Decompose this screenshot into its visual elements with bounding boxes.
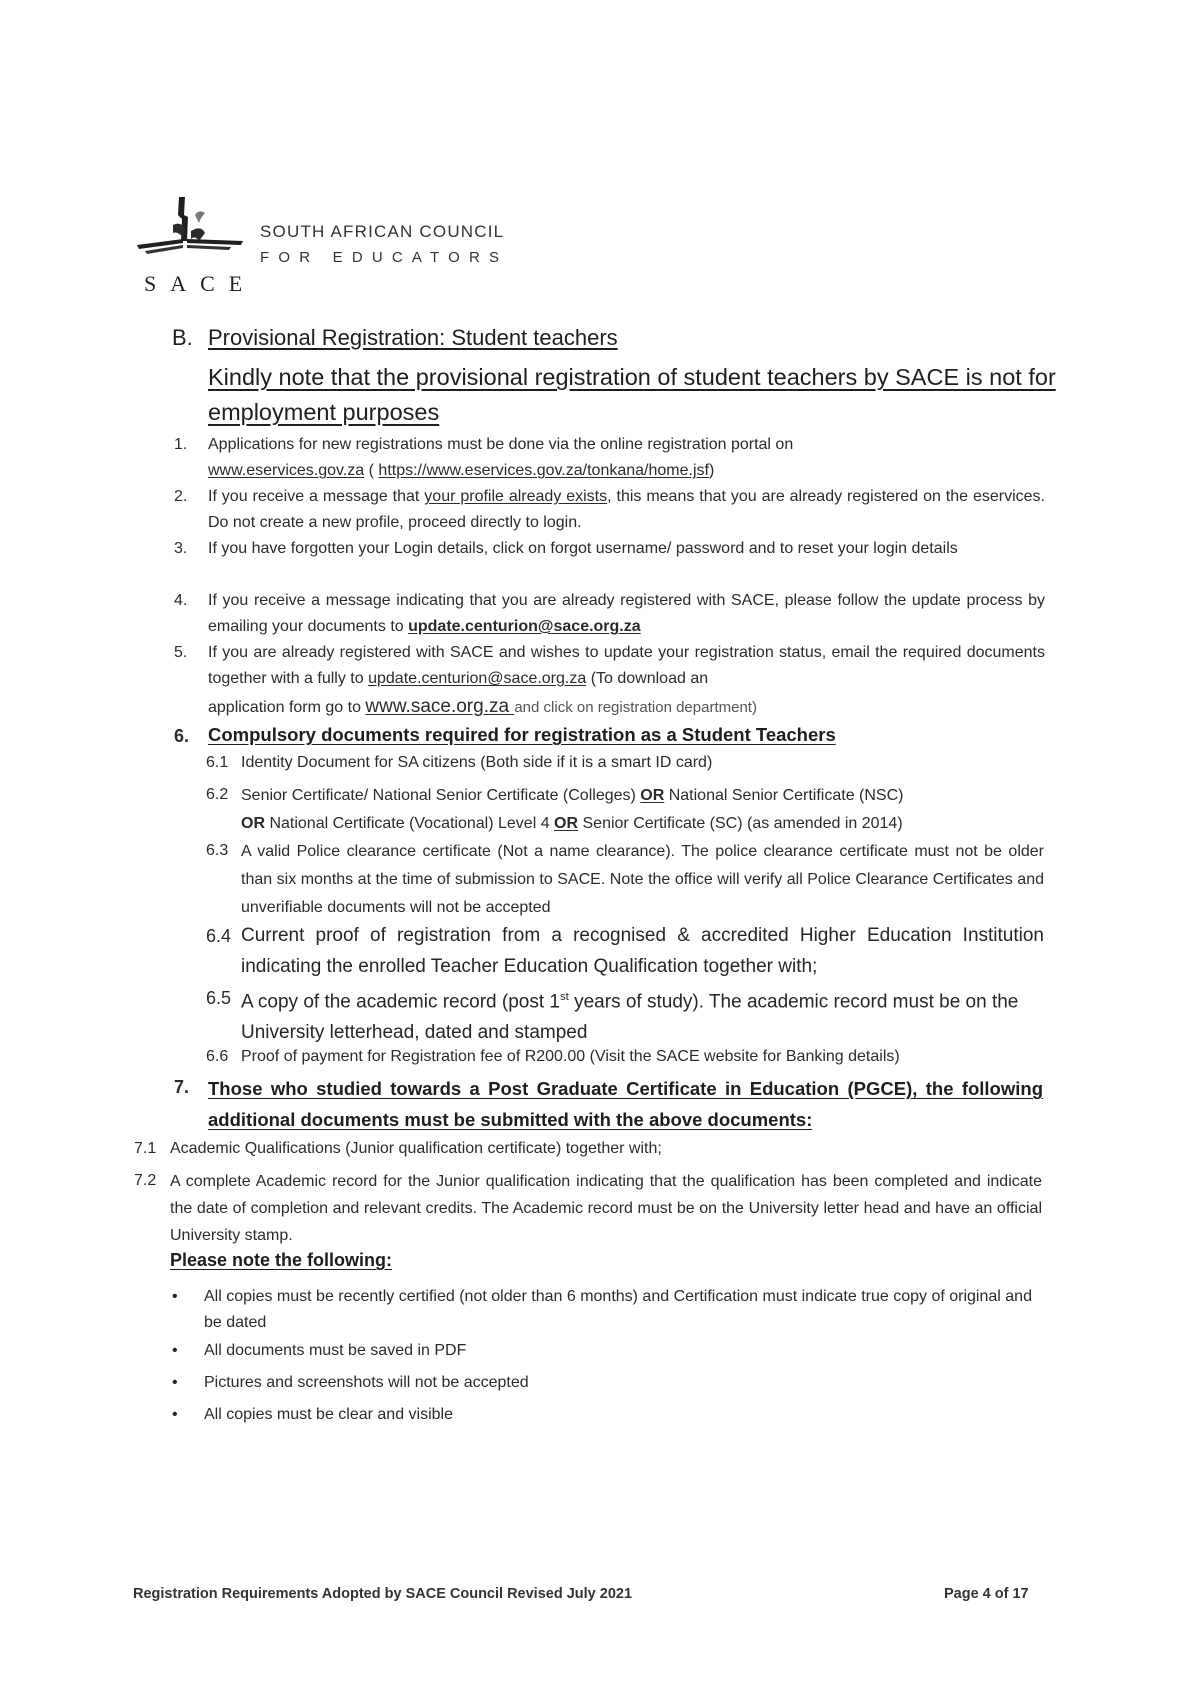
update-email-link-2[interactable]: update.centurion@sace.org.za [368,670,587,687]
item-4 [208,588,1045,640]
item-6-5-text-post: years of study). The academic record must be on the University letterhead, dated and stamped [241,991,1019,1044]
item-4-number: 4. [174,592,188,609]
item-6-3-text: A valid Police clearance certificate (Not a name clearance). The police clearance certificate must not be older than six months at the time of submission to SACE. Note the office will verify all Police Clearance Certificates and unverifiable documents will not be accepted [241,843,1044,916]
item-1 [208,432,1048,484]
item-6-2 [241,782,1046,838]
sace-logo-graphic [135,195,245,270]
org-name-line-2: FOR EDUCATORS [260,249,509,266]
item-7-1-number: 7.1 [134,1140,157,1157]
item-5-line3-pre: application form go to [208,699,366,716]
item-6-2-text-c: National Certificate (Vocational) Level 4 [265,815,555,832]
item-6-5-number: 6.5 [206,988,232,1008]
profile-exists-text: your profile already exists [424,488,608,505]
item-6-2-text-a: Senior Certificate/ National Senior Certificate (Colleges) [241,787,641,804]
item-2-number: 2. [174,488,188,505]
item-5-text-mid: (To download an [586,670,709,687]
item-6-5-text-pre: A copy of the academic record (post 1 [241,991,560,1013]
item-6-6-number: 6.6 [206,1048,229,1065]
item-2-text-pre: If you receive a message that [208,488,425,505]
item-6-6-text: Proof of payment for Registration fee of R200.00 (Visit the SACE website for Banking details) [241,1048,900,1065]
please-note-item-1: All copies must be recently certified (not older than 6 months) and Certification must indicate true copy of original and be dated [204,1288,1032,1331]
bullet-2-marker: • [172,1342,178,1359]
item-7-heading: Those who studied towards a Post Graduate Certificate in Education (PGCE), the following additional documents must be submitted with the above documents: [208,1078,1043,1130]
section-note: Kindly note that the provisional registration of student teachers by SACE is not for employment purposes [208,364,1056,425]
item-2 [208,484,1045,536]
item-6-5 [241,982,1046,1048]
please-note-item-2: All documents must be saved in PDF [204,1342,467,1359]
item-1-number: 1. [174,436,188,453]
item-3-text: If you have forgotten your Login details, click on forgot username/ password and to reset your login details [208,540,958,557]
item-5 [208,640,1045,692]
tonkana-link[interactable]: https://www.eservices.gov.za/tonkana/home.jsf [378,462,709,479]
please-note-item-3: Pictures and screenshots will not be accepted [204,1374,529,1391]
item-6-4-number: 6.4 [206,926,232,946]
item-7-number: 7. [174,1077,190,1097]
item-6-2-text-b: National Senior Certificate (NSC) [664,787,904,804]
sace-logo-mark: SACE [144,271,257,296]
item-6-2-number: 6.2 [206,786,229,803]
item-5-text: If you are already registered with SACE and wishes to update your registration status, email the required documents together with a fully to [208,644,1045,687]
item-4-text: If you receive a message indicating that you are already registered with SACE, please follow the update process by emailing your documents to [208,592,1045,635]
footer-revision-note: Registration Requirements Adopted by SACE Council Revised July 2021 [133,1586,633,1602]
item-6-4-text: Current proof of registration from a recognised & accredited Higher Education Institution indicating the enrolled Teacher Education Qualification together with; [241,925,1044,977]
or-marker-1: OR [640,787,665,804]
page-number: Page 4 of 17 [944,1586,1029,1602]
item-6-1-number: 6.1 [206,754,229,771]
item-6-heading: Compulsory documents required for registration as a Student Teachers [208,724,836,745]
eservices-link[interactable]: www.eservices.gov.za [208,462,365,479]
item-7-2-text: A complete Academic record for the Junior qualification indicating that the qualification has been completed and indicate the date of completion and relevant credits. The Academic record must be on the University letter head and have an official University stamp. [170,1173,1042,1244]
item-3-number: 3. [174,540,188,557]
bullet-1-marker: • [172,1288,178,1305]
item-1-paren-open: ( [364,462,379,479]
sace-website-link[interactable]: www.sace.org.za [365,696,515,717]
section-letter: B. [172,325,193,350]
or-marker-2: OR [241,815,265,832]
update-email-link[interactable]: update.centurion@sace.org.za [408,618,641,635]
item-5-line3-post: and click on registration department) [514,699,757,716]
item-5-number: 5. [174,644,188,661]
item-6-1-text: Identity Document for SA citizens (Both side if it is a smart ID card) [241,754,713,771]
bullet-4-marker: • [172,1406,178,1423]
item-6-number: 6. [174,726,190,746]
section-title: Provisional Registration: Student teachers [208,325,618,350]
please-note-heading: Please note the following: [170,1250,393,1270]
item-7-1-text: Academic Qualifications (Junior qualification certificate) together with; [170,1140,662,1157]
item-1-paren-close: ) [708,462,715,479]
bullet-3-marker: • [172,1374,178,1391]
ordinal-suffix: st [559,991,569,1003]
org-name-line-1: SOUTH AFRICAN COUNCIL [260,222,505,241]
item-7-2-number: 7.2 [134,1172,157,1189]
item-6-3-number: 6.3 [206,842,229,859]
item-5-line-3 [208,694,1048,721]
please-note-item-4: All copies must be clear and visible [204,1406,454,1423]
item-2-text-post: , this means that you are already registered on the eservices. Do not create a new profile, proceed directly to login. [208,488,1045,531]
item-1-text: Applications for new registrations must be done via the online registration portal on [208,436,794,453]
or-marker-3: OR [554,815,579,832]
item-6-2-text-d: Senior Certificate (SC) (as amended in 2014) [578,815,903,832]
